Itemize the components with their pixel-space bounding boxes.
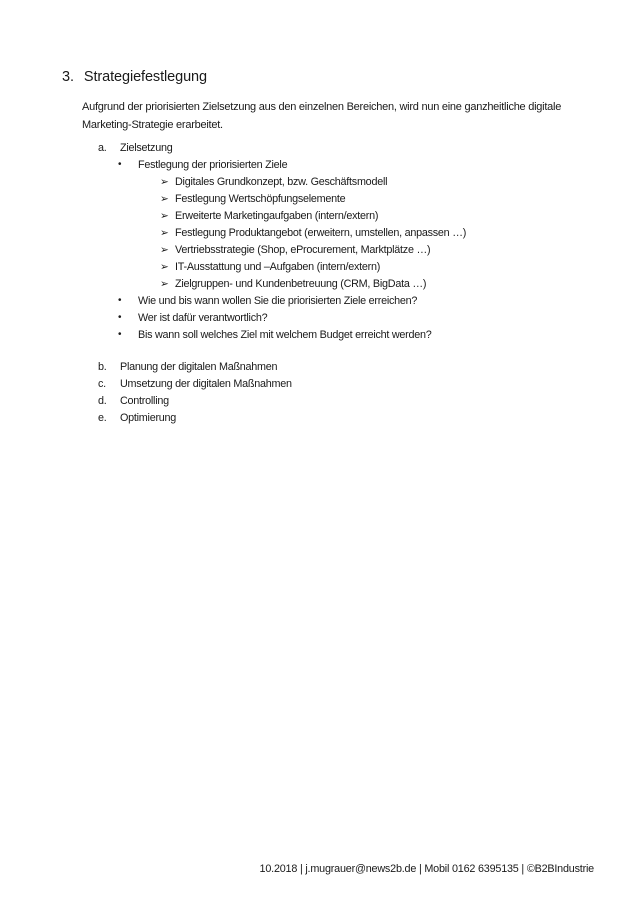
list-marker: a.: [98, 142, 107, 154]
bullet-text: Bis wann soll welches Ziel mit welchem Budget erreicht werden?: [138, 329, 432, 341]
intro-paragraph: Aufgrund der priorisierten Zielsetzung aus den einzelnen Bereichen, wird nun eine ganzheitliche digitale Marketing-Strategie erarbeitet.: [82, 101, 562, 131]
bullet-icon: •: [118, 295, 122, 306]
arrow-item-text: Vertriebsstrategie (Shop, eProcurement, Marktplätze …): [175, 244, 431, 256]
bullet-item: [118, 311, 267, 325]
arrow-item-text: Digitales Grundkonzept, bzw. Geschäftsmodell: [175, 176, 388, 188]
arrow-item: [160, 260, 380, 274]
arrow-item: [160, 277, 426, 291]
list-marker: e.: [98, 412, 107, 424]
list-item-d: [98, 394, 169, 408]
section-heading: [62, 69, 207, 85]
list-item-label: Optimierung: [120, 412, 177, 424]
bullet-text: Wie und bis wann wollen Sie die priorisierten Ziele erreichen?: [138, 295, 418, 307]
bullet-icon: •: [118, 329, 122, 340]
arrow-bullet-icon: ➢: [160, 227, 169, 239]
bullet-item: [118, 158, 287, 172]
list-item-c: [98, 377, 292, 391]
list-marker: c.: [98, 378, 106, 390]
arrow-bullet-icon: ➢: [160, 193, 169, 205]
list-marker: b.: [98, 361, 107, 373]
arrow-item: [160, 243, 430, 257]
bullet-item: [118, 294, 417, 308]
arrow-item: [160, 192, 345, 206]
list-item-label: Umsetzung der digitalen Maßnahmen: [120, 378, 292, 390]
arrow-item: [160, 209, 378, 223]
list-item-label: Controlling: [120, 395, 169, 407]
arrow-bullet-icon: ➢: [160, 244, 169, 256]
list-item-b: [98, 360, 277, 374]
list-item-label: Planung der digitalen Maßnahmen: [120, 361, 278, 373]
page-footer: 10.2018 | j.mugrauer@news2b.de | Mobil 0162 6395135 | ©B2BIndustrie: [259, 863, 594, 875]
arrow-item-text: Festlegung Produktangebot (erweitern, umstellen, anpassen …): [175, 227, 467, 239]
arrow-bullet-icon: ➢: [160, 278, 169, 290]
bullet-text: Festlegung der priorisierten Ziele: [138, 159, 288, 171]
arrow-item-text: Zielgruppen- und Kundenbetreuung (CRM, BigData …): [175, 278, 427, 290]
list-item-e: [98, 411, 176, 425]
list-item-a: [98, 141, 172, 155]
bullet-icon: •: [118, 312, 122, 323]
section-title: Strategiefestlegung: [83, 69, 207, 85]
bullet-text: Wer ist dafür verantwortlich?: [138, 312, 268, 324]
arrow-bullet-icon: ➢: [160, 261, 169, 273]
arrow-item-text: Erweiterte Marketingaufgaben (intern/extern): [175, 210, 379, 222]
list-item-label: Zielsetzung: [120, 142, 173, 154]
arrow-bullet-icon: ➢: [160, 210, 169, 222]
arrow-item: [160, 175, 387, 189]
list-marker: d.: [98, 395, 107, 407]
arrow-item-text: IT-Ausstattung und –Aufgaben (intern/extern): [175, 261, 381, 273]
arrow-bullet-icon: ➢: [160, 176, 169, 188]
arrow-item-text: Festlegung Wertschöpfungselemente: [175, 193, 346, 205]
arrow-item: [160, 226, 466, 240]
bullet-icon: •: [118, 159, 122, 170]
section-number: 3.: [62, 69, 74, 85]
bullet-item: [118, 328, 432, 342]
